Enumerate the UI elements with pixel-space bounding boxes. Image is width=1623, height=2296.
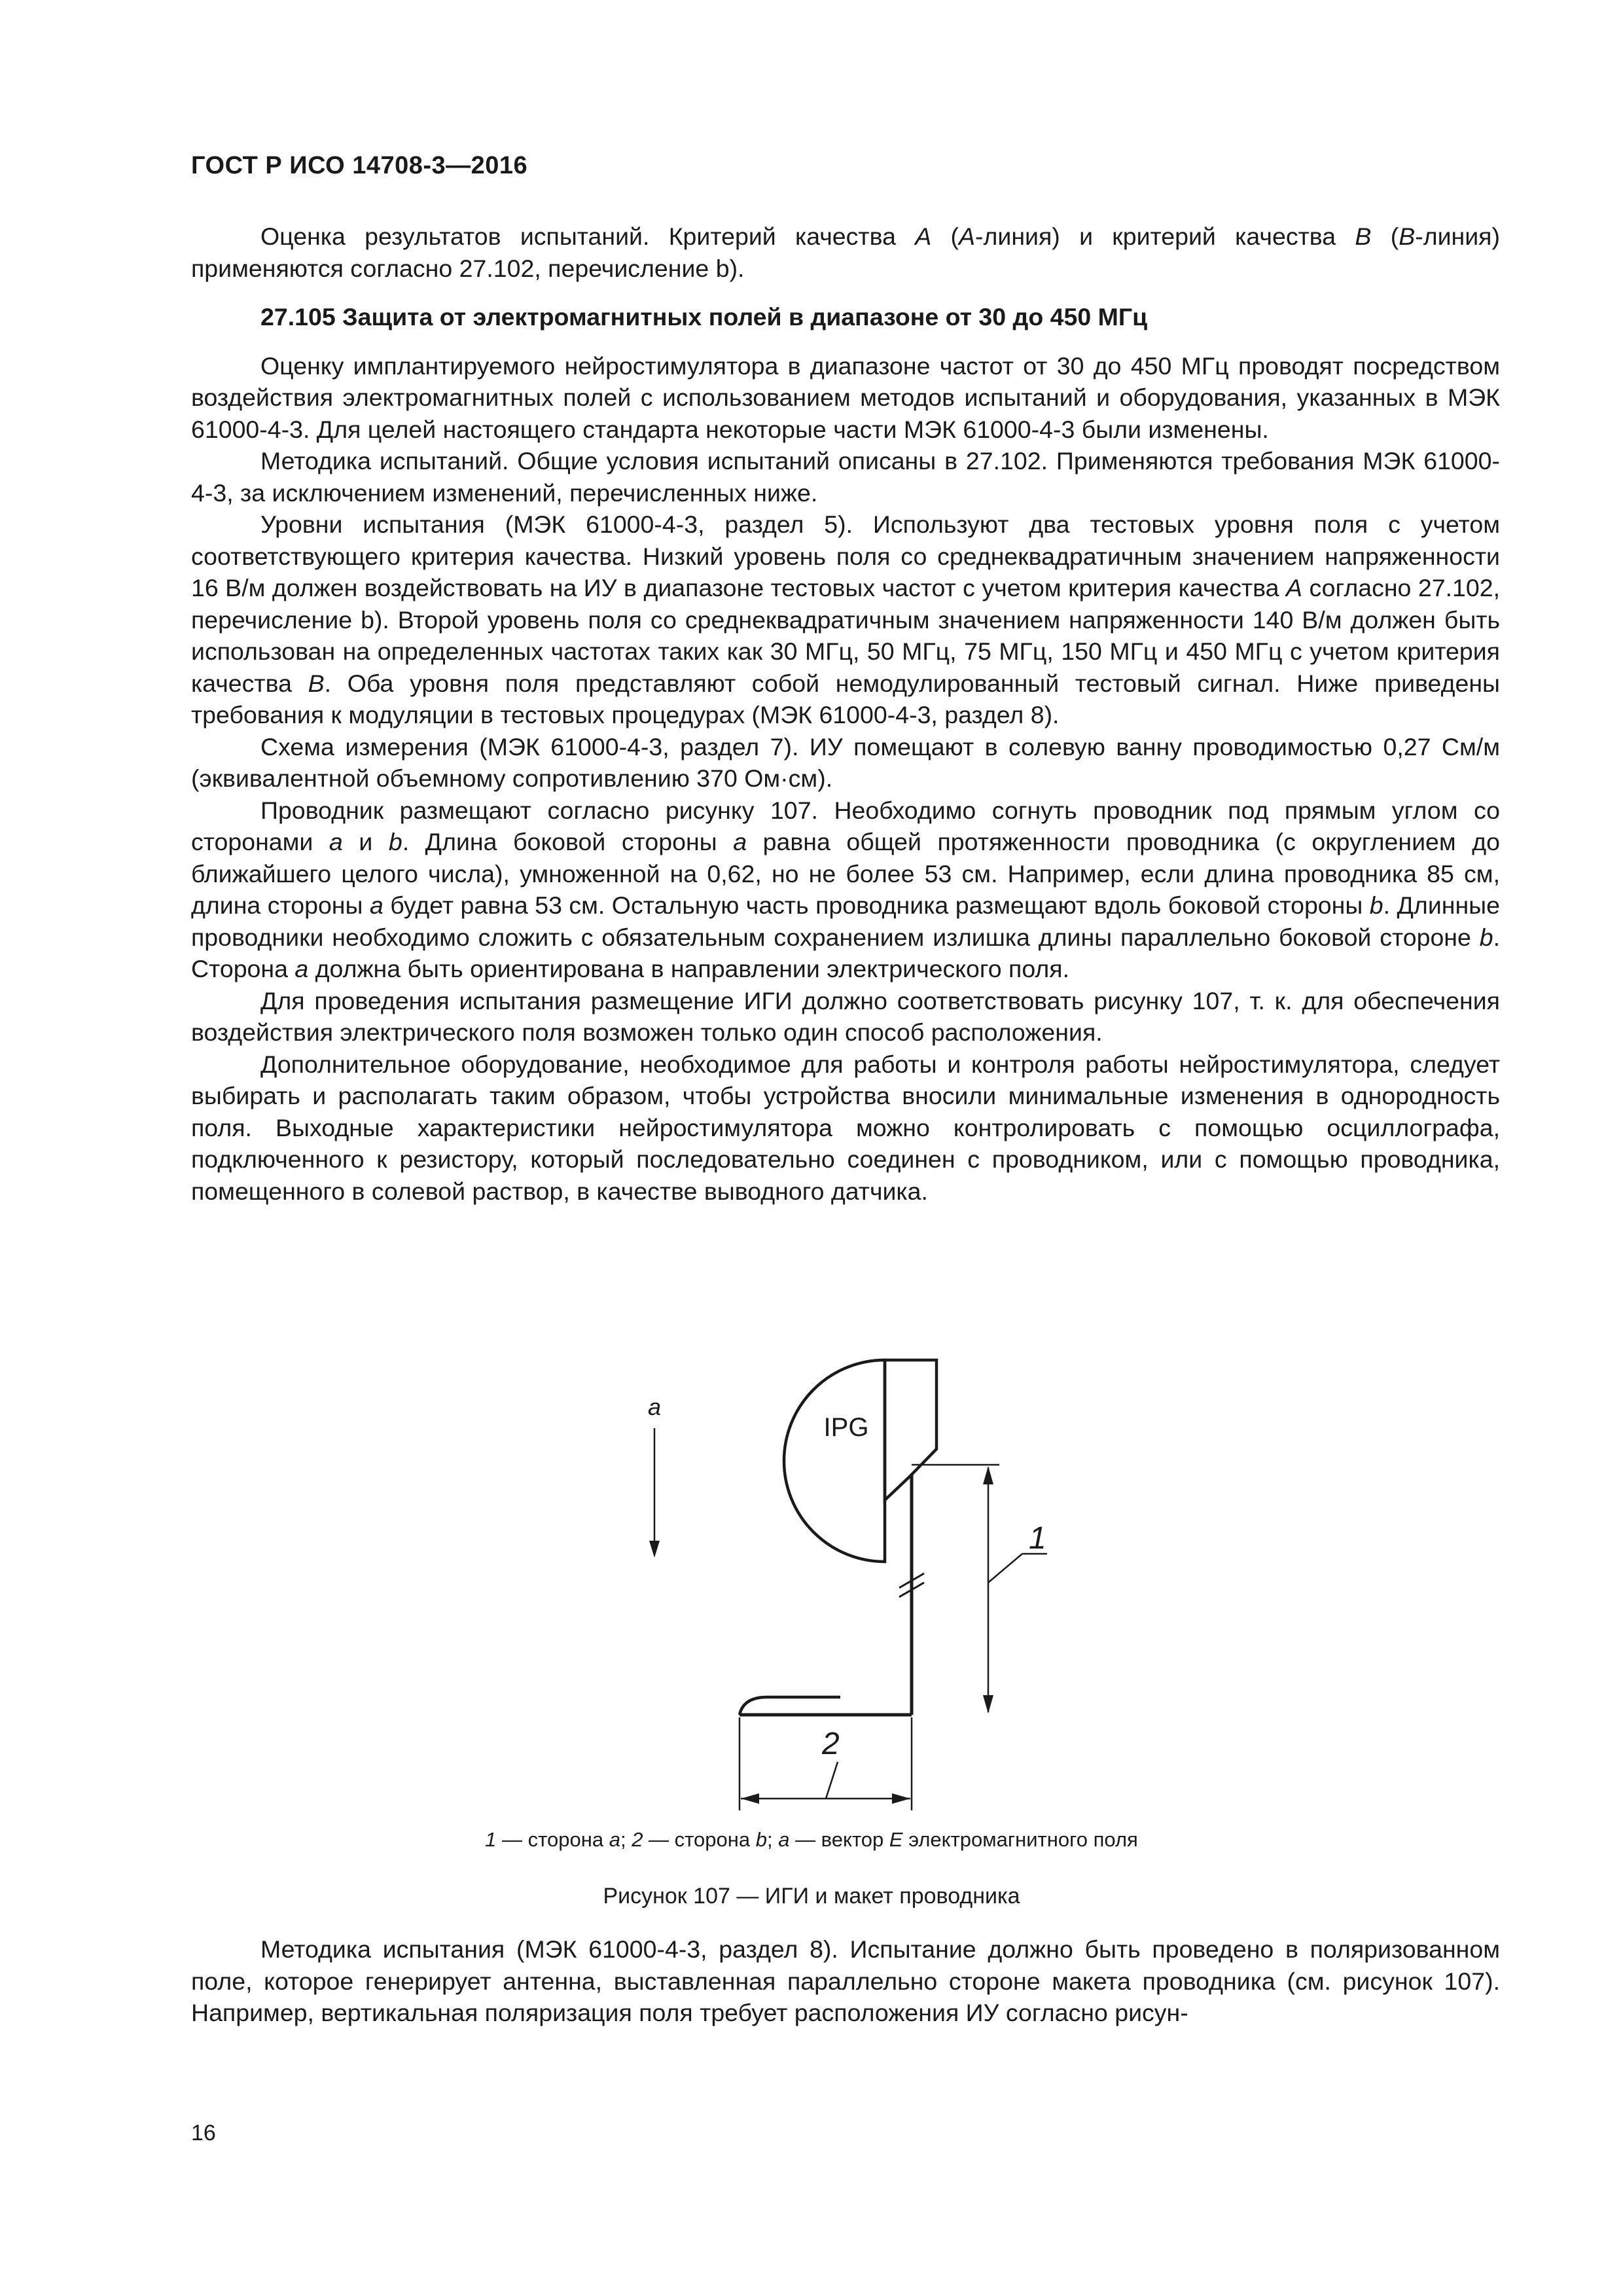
break-mark-1 bbox=[899, 1573, 924, 1588]
dim-b-arrow-right bbox=[892, 1793, 910, 1804]
after-figure-text bbox=[191, 1933, 1500, 2029]
ipg-half-disc bbox=[784, 1360, 885, 1562]
page-number: 16 bbox=[191, 2121, 216, 2145]
section-paragraph-1: Оценку имплантируемого нейростимулятора в диапазоне частот от 30 до 450 МГц проводят посредством воздействия электромагнитных полей с использованием методов испытаний и оборудования, указанных в МЭК 61000-4-3. Для целей настоящего стандарта некоторые части МЭК 61000-4-3 были изменены. bbox=[191, 351, 1500, 443]
body-text bbox=[191, 221, 1500, 1207]
document-header: ГОСТ Р ИСО 14708-3—2016 bbox=[191, 152, 528, 179]
figure-legend: 1 — сторона a; 2 — сторона b; a — вектор E электромагнитного поля bbox=[485, 1828, 1138, 1851]
leader-1 bbox=[988, 1554, 1022, 1583]
label-2: 2 bbox=[822, 1727, 840, 1761]
intro-paragraph: Оценка результатов испытаний. Критерий качества A (A-линия) и критерий качества B (B-линия) применяются согласно 27.102, перечисление b). bbox=[191, 223, 1500, 282]
figure-caption: Рисунок 107 — ИГИ и макет проводника bbox=[603, 1884, 1020, 1909]
ipg-body bbox=[885, 1360, 936, 1500]
field-vector-arrowhead bbox=[649, 1541, 660, 1558]
dim-a-arrow-bottom bbox=[983, 1695, 993, 1713]
label-a: a bbox=[647, 1393, 662, 1420]
break-mark-2 bbox=[899, 1583, 924, 1597]
section-paragraph-7: Дополнительное оборудование, необходимое для работы и контроля работы нейростимулятора, следует выбирать и располагать таким образом, чтобы устройства вносили минимальные изменения в однородность поля. Выходные характеристики нейростимулятора можно контролировать с помощью осциллографа, подключенного к резистору, который последовательно соединен с проводником, или с помощью проводника, помещенного в солевой раствор, в качестве выводного датчика. bbox=[191, 1050, 1500, 1205]
section-paragraph-5: Проводник размещают согласно рисунку 107. Необходимо согнуть проводник под прямым углом со сторонами a и b. Длина боковой стороны a равна общей протяженности проводника (с округлением до ближайшего целого числа), умноженной на 0,62, но не более 53 см. Например, если длина проводника 85 см, длина стороны a будет равна 53 см. Остальную часть проводника размещают вдоль боковой стороны b. Длинные проводники необходимо сложить с обязательным сохранением излишка длины параллельно боковой стороне b. Сторона a должна быть ориентирована в направлении электрического поля. bbox=[191, 796, 1500, 982]
section-heading: 27.105 Защита от электромагнитных полей в диапазоне от 30 до 450 МГц bbox=[260, 303, 1148, 331]
after-figure-paragraph: Методика испытания (МЭК 61000-4-3, раздел 8). Испытание должно быть проведено в поляризованном поле, которое генерирует антенна, выставленная параллельно стороне макета проводника (см. рисунок 107). Например, вертикальная поляризация поля требует расположения ИУ согласно рисун- bbox=[191, 1935, 1500, 2026]
leader-2 bbox=[826, 1762, 838, 1799]
conductor-end-hook bbox=[740, 1697, 840, 1715]
section-paragraph-6: Для проведения испытания размещение ИГИ должно соответствовать рисунку 107, т. к. для обеспечения воздействия электрического поля возможен только один способ расположения. bbox=[191, 986, 1500, 1046]
dim-b-arrow-left bbox=[741, 1793, 759, 1804]
ipg-label: IPG bbox=[823, 1413, 869, 1442]
dim-a-arrow-top bbox=[983, 1466, 993, 1484]
section-paragraph-4: Схема измерения (МЭК 61000-4-3, раздел 7). ИУ помещают в солевую ванну проводимостью 0,27 См/м (эквивалентной объемному сопротивлению 370 Ом·см). bbox=[191, 732, 1500, 792]
section-paragraph-2: Методика испытаний. Общие условия испытаний описаны в 27.102. Применяются требования МЭК 61000-4-3, за исключением изменений, перечисленных ниже. bbox=[191, 447, 1500, 507]
section-paragraph-3: Уровни испытания (МЭК 61000-4-3, раздел 5). Используют два тестовых уровня поля с учетом соответствующего критерия качества. Низкий уровень поля со среднеквадратичным значением напряженности 16 В/м должен воздействовать на ИУ в диапазоне тестовых частот с учетом критерия качества A согласно 27.102, перечисление b). Второй уровень поля со среднеквадратичным значением напряженности 140 В/м должен быть использован на определенных частотах таких как 30 МГц, 50 МГц, 75 МГц, 150 МГц и 450 МГц с учетом критерия качества B. Оба уровня поля представляют собой немодулированный тестовый сигнал. Ниже приведены требования к модуляции в тестовых процедурах (МЭК 61000-4-3, раздел 8). bbox=[191, 511, 1500, 728]
label-1: 1 bbox=[1029, 1521, 1046, 1556]
